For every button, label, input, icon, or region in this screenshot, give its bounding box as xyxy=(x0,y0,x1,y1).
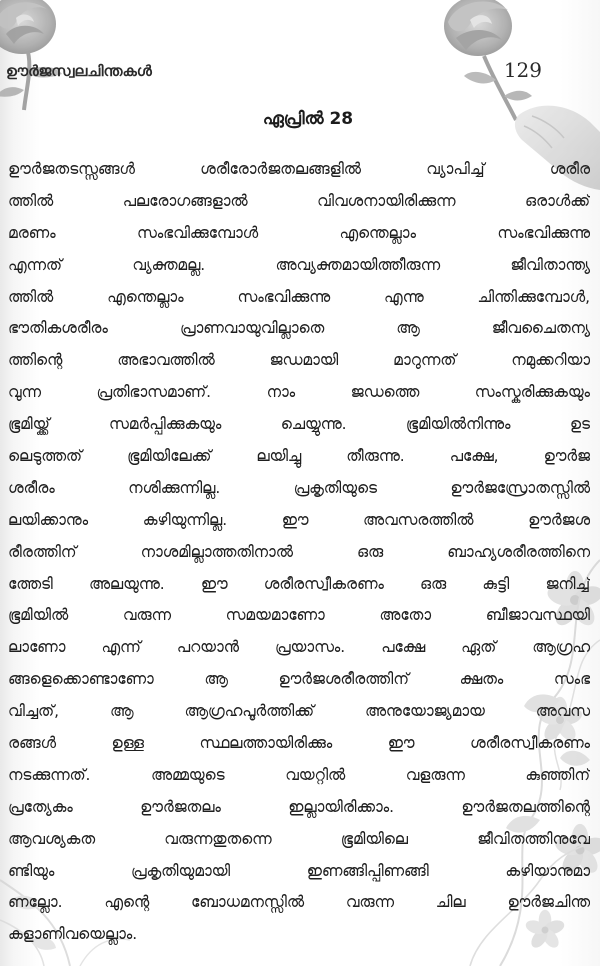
text-line: ലെടുത്തത് ഭൂമിയിലേക്ക് ലയിച്ചു തീരുന്നു. പക്ഷേ, ഊർജ xyxy=(8,447,590,466)
text-line: ണ്ടിയും പ്രകൃതിയുമായി ഇണങ്ങിപ്പിണങ്ങി കഴിയാനുമാ xyxy=(8,861,590,880)
chapter-title: ഏപ്രിൽ 28 xyxy=(262,109,354,129)
text-line: ത്തിൽ എന്തെല്ലാം സംഭവിക്കുന്നു എന്നു ചിന്തിക്കുമ്പോൾ, xyxy=(8,287,590,306)
text-line: ഭൗതികശരീരം പ്രാണവായുവില്ലാതെ ആ ജീവചൈതന്യ xyxy=(8,319,590,338)
text-line: ങ്ങളെക്കൊണ്ടാണോ ആ ഊർജശരീരത്തിന് ക്ഷതം സംഭ xyxy=(8,670,590,689)
text-line: ആവശ്യകത വരുന്നതുതന്നെ ഭൂമിയിലെ ജീവിതത്തിനുവേ xyxy=(8,829,590,848)
text-line: എന്നത് വ്യക്തമല്ല. അവ്യക്തമായിത്തീരുന്ന ജീവിതാന്ത്യ xyxy=(8,255,590,274)
text-line: രങ്ങൾ ഉള്ള സ്ഥലത്തായിരിക്കും ഈ ശരീരസ്വീകരണം xyxy=(8,734,590,753)
page-number: 129 xyxy=(503,58,542,82)
text-line: പ്രത്യേകം ഊർജതലം ഇല്ലായിരിക്കാം. ഊർജതലത്തിന്റെ xyxy=(8,797,590,816)
text-line: ത്തിൽ പലരോഗങ്ങളാൽ വിവശനായിരിക്കുന്ന ഒരാൾക്ക് xyxy=(8,191,590,210)
text-line: ലയിക്കാനും കഴിയുന്നില്ല. ഈ അവസരത്തിൽ ഊർജശ xyxy=(8,510,590,529)
text-line: ണല്ലോ. എന്റെ ബോധമനസ്സിൽ വരുന്ന ചില ഊർജചിന്ത xyxy=(8,893,590,912)
text-line: ഭൂമിയ്ക്ക് സമർപ്പിക്കുകയും ചെയ്യുന്നു. ഭൂമിയിൽനിന്നും ഉട xyxy=(8,415,590,434)
text-line: ലാണോ എന്ന് പറയാൻ പ്രയാസം. പക്ഷേ ഏത് ആഗ്രഹ xyxy=(8,638,590,657)
rose-top-left-icon xyxy=(0,0,62,110)
text-line: ഭൂമിയിൽ വരുന്ന സമയമാണോ അതോ ബീജാവസ്ഥയി xyxy=(8,606,590,625)
text-line: ഊർജതടസ്സങ്ങൾ ശരീരോർജതലങ്ങളിൽ വ്യാപിച്ച് ശരീര xyxy=(8,160,590,178)
text-line: രീരത്തിന് നാശമില്ലാത്തതിനാൽ ഒരു ബാഹ്യശരീരത്തിനെ xyxy=(8,542,590,561)
text-line: മരണം സംഭവിക്കുമ്പോൾ എന്തെല്ലാം സംഭവിക്കുന്നു xyxy=(8,223,590,242)
running-header-title: ഊർജസ്വലചിന്തകൾ xyxy=(6,62,152,80)
text-line: ശരീരം നശിക്കുന്നില്ല. പ്രകൃതിയുടെ ഊർജസ്രോതസ്സിൽ xyxy=(8,478,590,497)
text-line: കളാണിവയെല്ലാം. xyxy=(8,925,138,944)
text-line: നടക്കുന്നത്. അമ്മയുടെ വയറ്റിൽ വളരുന്ന കുഞ്ഞിന് xyxy=(8,765,590,784)
text-line: ത്തിന്റെ അഭാവത്തിൽ ജഡമായി മാറുന്നത് നമുക്കറിയാ xyxy=(8,351,590,370)
body-paragraph xyxy=(8,154,590,951)
text-line: വിച്ചത്, ആ ആഗ്രഹപൂർത്തിക്ക് അനുയോജ്യമായ അവസ xyxy=(8,702,590,721)
text-line: വുന്ന പ്രതിഭാസമാണ്. നാം ജഡത്തെ സംസ്കരിക്കുകയും xyxy=(8,383,590,402)
text-line: ത്തേടി അലയുന്നു. ഈ ശരീരസ്വീകരണം ഒരു കുട്ടി ജനിച്ച് xyxy=(8,574,590,593)
